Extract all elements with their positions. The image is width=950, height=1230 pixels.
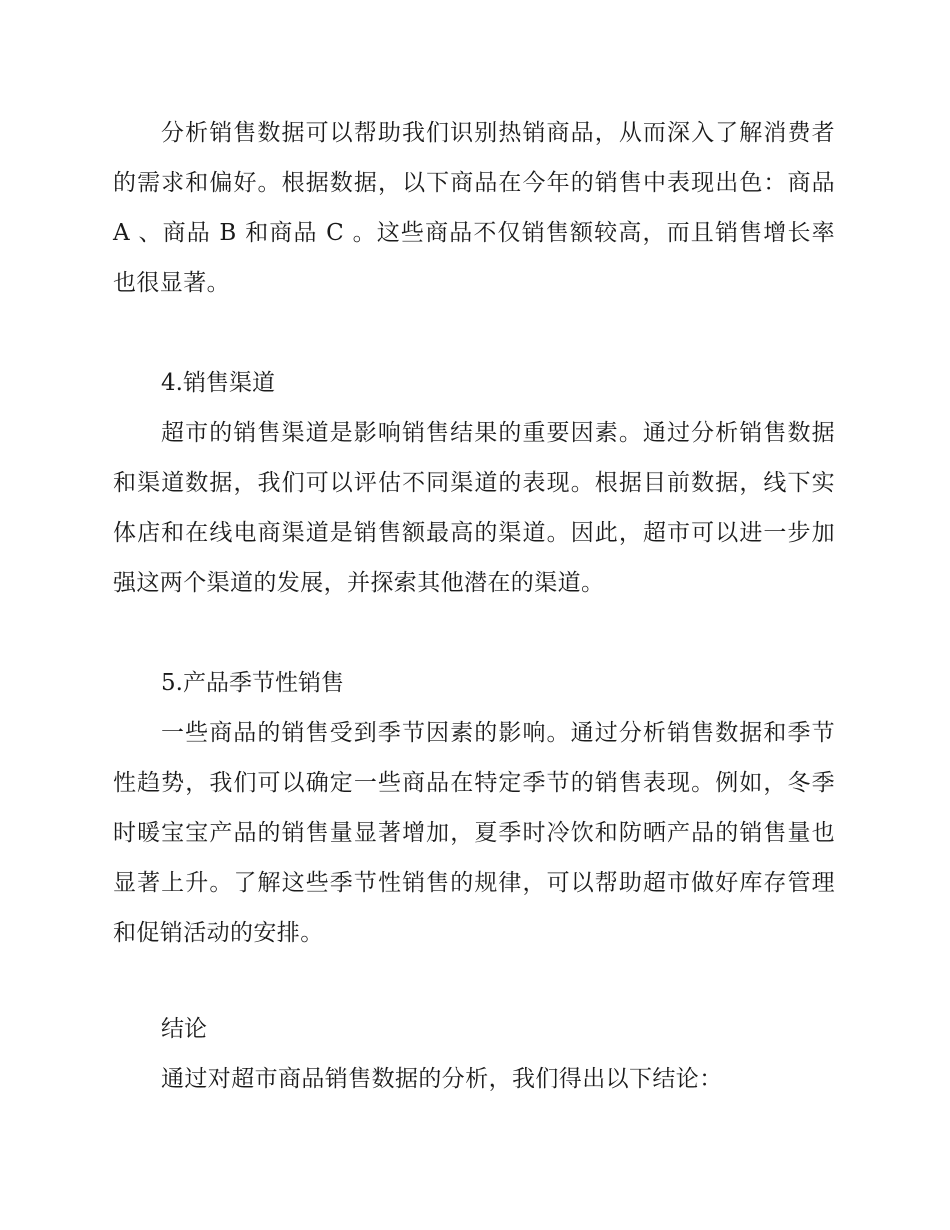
paragraph-seasonal-sales: 一些商品的销售受到季节因素的影响。通过分析销售数据和季节性趋势，我们可以确定一些商品在特定季节的销售表现。例如，冬季时暖宝宝产品的销售量显著增加，夏季时冷饮和防晒产品的销售量也显著上升。了解这些季节性销售的规律，可以帮助超市做好库存管理和促销活动的安排。 bbox=[113, 720, 835, 946]
paragraph-conclusion: 通过对超市商品销售数据的分析，我们得出以下结论： bbox=[161, 1066, 723, 1092]
section-heading-sales-channels: 4.销售渠道 bbox=[161, 370, 275, 396]
section-heading-conclusion: 结论 bbox=[161, 1016, 207, 1042]
paragraph-top-products: 分析销售数据可以帮助我们识别热销商品，从而深入了解消费者的需求和偏好。根据数据，以下商品在今年的销售中表现出色：商品 A 、商品 B 和商品 C 。这些商品不仅销售额较高，而且销售增长率也很显著。 bbox=[113, 120, 835, 296]
paragraph-sales-channels: 超市的销售渠道是影响销售结果的重要因素。通过分析销售数据和渠道数据，我们可以评估不同渠道的表现。根据目前数据，线下实体店和在线电商渠道是销售额最高的渠道。因此，超市可以进一步加强这两个渠道的发展，并探索其他潜在的渠道。 bbox=[113, 420, 835, 596]
section-heading-seasonal-sales: 5.产品季节性销售 bbox=[161, 670, 344, 696]
